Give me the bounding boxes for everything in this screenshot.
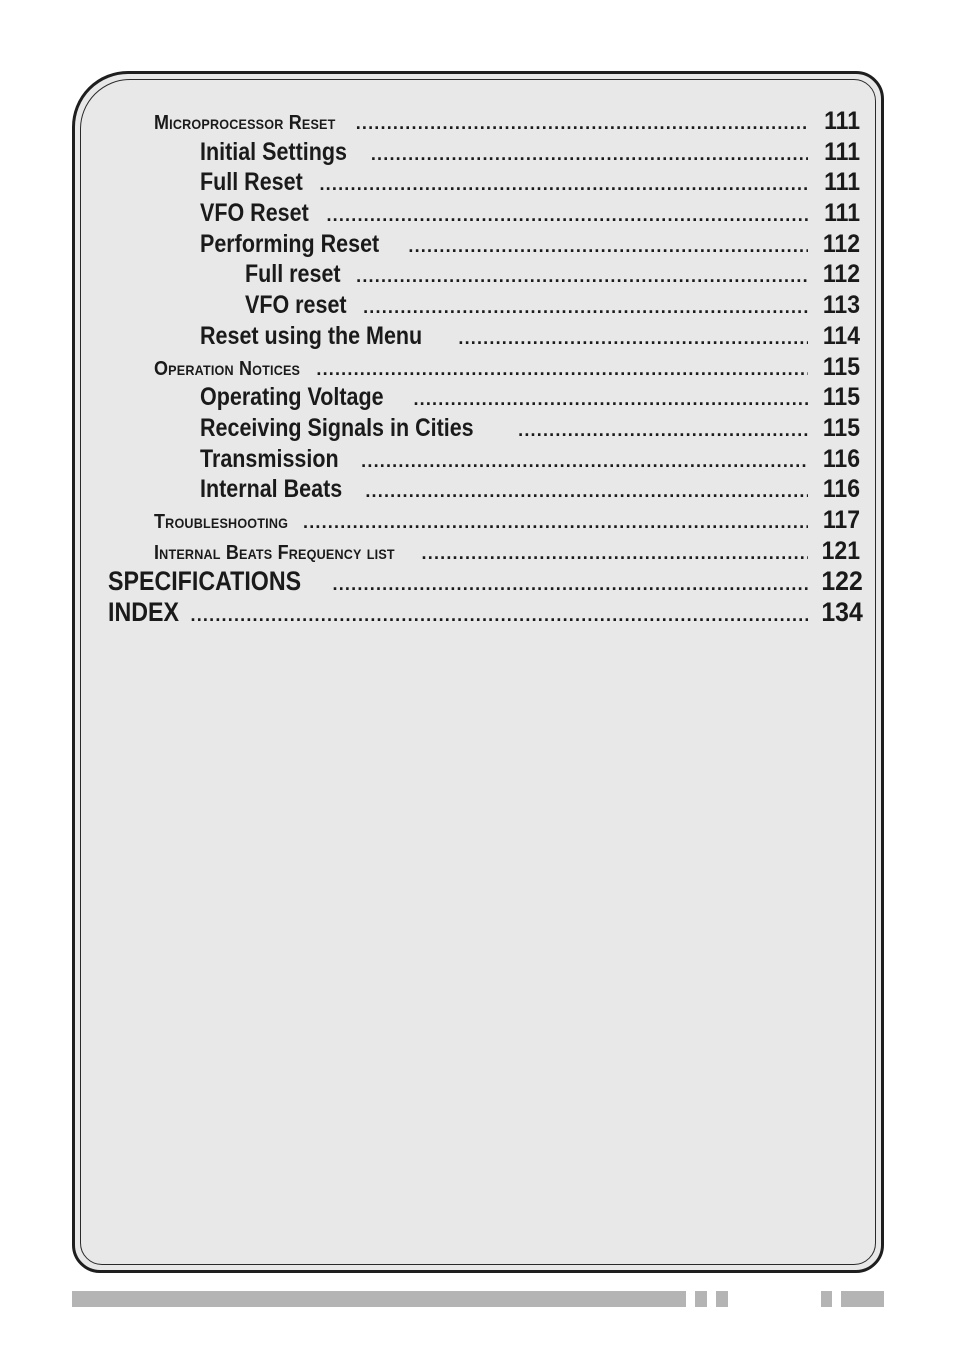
toc-entry-internal-beats-frequency-list[interactable]	[108, 536, 860, 567]
toc-entry-page: 111	[824, 107, 860, 135]
toc-entry-title: VFO reset	[245, 291, 347, 320]
toc-entry-specifications[interactable]	[108, 566, 863, 597]
toc-leader-dots	[365, 476, 808, 507]
toc-entry-initial-settings[interactable]	[108, 137, 860, 168]
toc-entry-title: Operating Voltage	[200, 383, 384, 412]
toc-entry-title: Microprocessor Reset	[154, 112, 336, 134]
toc-entry-page: 115	[822, 352, 860, 381]
toc-leader-dots	[191, 600, 808, 631]
toc-entry-title: Reset using the Menu	[200, 321, 423, 350]
toc-entry-transmission[interactable]	[108, 444, 860, 475]
toc-entry-page: 115	[822, 383, 860, 412]
toc-entry-title: VFO Reset	[200, 199, 309, 228]
footer-bar-segment	[695, 1291, 707, 1307]
toc-leader-dots	[408, 231, 808, 262]
toc-leader-dots	[363, 292, 808, 323]
toc-entry-page: 116	[822, 475, 860, 504]
toc-entry-page: 121	[821, 536, 860, 565]
toc-entry-title: Internal Beats Frequency list	[154, 541, 395, 564]
toc-entry-title: Initial Settings	[200, 137, 347, 166]
toc-entry-title: Performing Reset	[200, 229, 380, 258]
toc-entry-title: Full reset	[245, 260, 341, 289]
toc-entry-title: Operation Notices	[154, 357, 301, 380]
footer-bar-long	[72, 1291, 686, 1307]
toc-entry-page: 111	[824, 168, 860, 197]
toc-leader-dots	[371, 139, 808, 170]
toc-entry-page: 116	[822, 444, 860, 473]
toc-leader-dots	[413, 384, 808, 415]
toc-entry-microprocessor-reset[interactable]	[108, 106, 860, 137]
toc-entry-title: Troubleshooting	[154, 510, 289, 533]
toc-entry-full-reset[interactable]	[108, 167, 860, 198]
toc-entry-receiving-signals[interactable]	[108, 413, 860, 444]
toc-entry-title: Full Reset	[200, 168, 303, 197]
toc-entry-page: 113	[822, 291, 860, 320]
toc-leader-dots	[458, 323, 808, 354]
toc-entry-page: 114	[822, 321, 860, 350]
toc-entry-title: SPECIFICATIONS	[108, 566, 302, 597]
toc-entry-reset-using-menu[interactable]	[108, 321, 860, 352]
toc-entry-vfo-reset-procedure[interactable]	[108, 290, 860, 321]
toc-leader-dots	[356, 108, 808, 139]
toc-leader-dots	[303, 507, 808, 538]
toc-leader-dots	[326, 200, 808, 231]
toc-leader-dots	[333, 569, 808, 600]
footer-bar-segment	[716, 1291, 728, 1307]
toc-entry-full-reset-procedure[interactable]	[108, 259, 860, 290]
toc-entry-performing-reset[interactable]	[108, 229, 860, 260]
toc-entry-page: 134	[821, 597, 863, 627]
toc-entry-vfo-reset[interactable]	[108, 198, 860, 229]
toc-entry-title: Transmission	[200, 444, 339, 473]
toc-leader-dots	[316, 354, 808, 385]
toc-entry-page: 115	[822, 413, 860, 442]
footer-bar-end	[841, 1291, 884, 1307]
footer-bar-segment	[821, 1291, 832, 1307]
toc-entry-index[interactable]	[108, 597, 863, 628]
toc-entry-title: Receiving Signals in Cities	[200, 413, 474, 442]
toc-leader-dots	[361, 446, 808, 477]
toc-entry-page: 111	[824, 137, 860, 166]
toc-entry-title: Internal Beats	[200, 475, 343, 504]
toc-leader-dots	[422, 538, 808, 569]
toc-leader-dots	[319, 169, 808, 200]
toc-leader-dots	[356, 261, 808, 292]
toc-entry-operating-voltage[interactable]	[108, 382, 860, 413]
toc-entry-title: INDEX	[108, 597, 179, 627]
toc-entry-page: 117	[822, 505, 860, 534]
toc-entry-operation-notices[interactable]	[108, 352, 860, 383]
toc-entry-page: 122	[821, 566, 863, 597]
toc-leader-dots	[518, 415, 808, 446]
toc-entry-page: 112	[822, 260, 860, 289]
table-of-contents	[108, 106, 863, 628]
toc-entry-page: 112	[822, 229, 860, 258]
toc-entry-troubleshooting[interactable]	[108, 505, 860, 536]
toc-entry-page: 111	[824, 199, 860, 228]
toc-entry-internal-beats[interactable]	[108, 474, 860, 505]
